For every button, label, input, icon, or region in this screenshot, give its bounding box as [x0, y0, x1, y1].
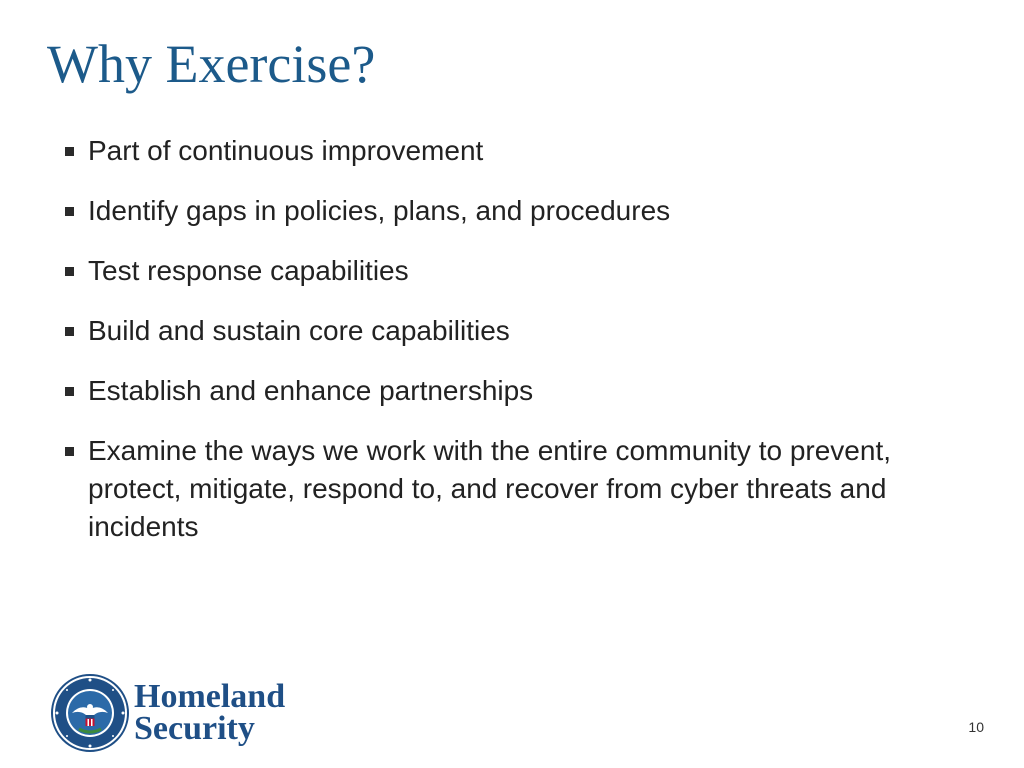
bullet-text: Examine the ways we work with the entire community to prevent, protect, mitigate, respond to, and recover from cyber threats and incidents	[88, 435, 892, 542]
bullet-text: Identify gaps in policies, plans, and procedures	[88, 195, 671, 226]
bullet-item	[62, 372, 962, 410]
dhs-seal-icon	[50, 673, 130, 753]
logo-line-security: Security	[134, 710, 255, 747]
square-bullet-icon	[65, 387, 74, 396]
bullet-item	[62, 252, 962, 290]
square-bullet-icon	[65, 447, 74, 456]
bullet-item	[62, 312, 962, 350]
dhs-logo	[50, 673, 285, 753]
logo-wordmark	[134, 678, 286, 747]
square-bullet-icon	[65, 207, 74, 216]
square-bullet-icon	[65, 147, 74, 156]
bullet-text: Part of continuous improvement	[88, 135, 484, 166]
slide-title: Why Exercise?	[47, 34, 376, 94]
bullet-text: Establish and enhance partnerships	[88, 375, 534, 406]
bullet-item	[62, 132, 962, 170]
page-number: 10	[968, 719, 984, 735]
bullet-item	[62, 432, 962, 546]
bullet-text: Test response capabilities	[88, 255, 409, 286]
bullet-text: Build and sustain core capabilities	[88, 315, 510, 346]
logo-line-homeland: Homeland	[134, 678, 286, 715]
bullet-list	[62, 132, 962, 568]
bullet-item	[62, 192, 962, 230]
square-bullet-icon	[65, 327, 74, 336]
square-bullet-icon	[65, 267, 74, 276]
